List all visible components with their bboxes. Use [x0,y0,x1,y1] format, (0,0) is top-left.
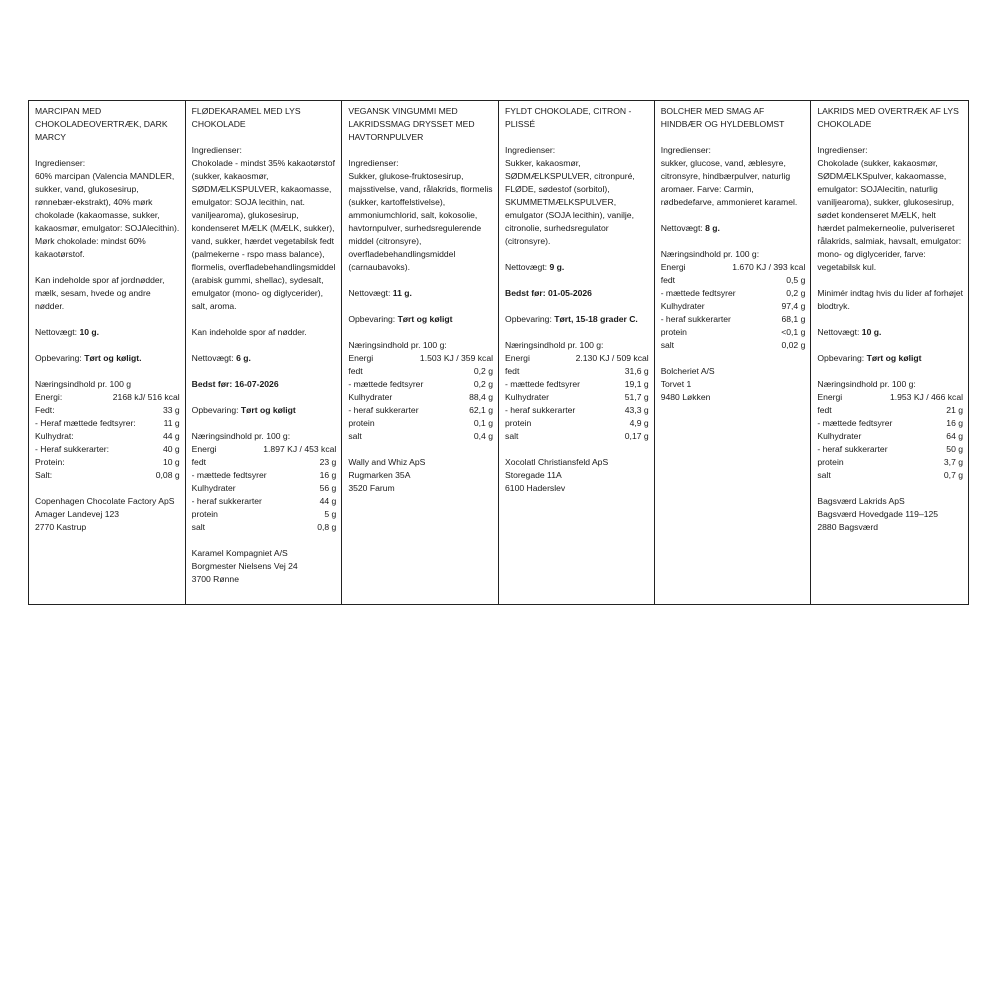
product-label-vingummi [341,101,498,604]
producer-city: 3700 Rønne [191,574,239,584]
nutrition-row: - mættede fedtsyrer 16 g [191,470,337,480]
ingredients-text: 60% marcipan (Valencia MANDLER, sukker, vand, glukosesirup, rønnebær-ekstrakt), 40% mørk chokolade (kakaomasse, sukker, kakaosmør, emulgator: SOJAlecithin). Mørk chokolade: mindst 60% kakaotørstof. [35,171,180,259]
nutrition-table [348,352,493,443]
storage: Opbevaring: Tørt og køligt [817,353,922,363]
nutrition-row: - Heraf sukkerarter: 40 g [35,444,180,454]
nutrition-row: - heraf sukkerarter 50 g [817,444,964,454]
ingredients-text: Sukker, glukose-fruktosesirup, majsstivelse, vand, rålakrids, flormelis (sukker, kartoffelstivelse), ammoniumchlorid, salt, kokosolie, havtornpulver, surhedsregulerende middel (citronsyre), overfladebehandlingsmiddel (carnaubavoks). [348,171,493,272]
nutrition-heading: Næringsindhold pr. 100 g: [505,340,604,350]
product-label-flodekaramel [185,101,342,604]
producer-name: Bolcheriet A/S [660,366,715,376]
best-before: Bedst før: 01-05-2026 [505,288,592,298]
net-weight: Nettovægt: 10 g. [817,327,882,337]
nutrition-row: fedt 0,5 g [660,275,806,285]
allergen-note: Kan indeholde spor af nødder. [191,327,307,337]
nutrition-row: Energi 1.670 KJ / 393 kcal [660,262,806,272]
ingredients-text: Chokolade (sukker, kakaosmør, SØDMÆLKSpulver, kakaomasse, emulgator: SOJAlecitin, naturlig vaniljearoma), sukker, glukosesirup, sødet kondenseret MÆLK, helt hærdet palmekerneolie, pulveriseret rålakrids, salmiak, havsalt, emulgator: mono- og diglycerider, farve: vegetabilsk kul. [817,158,962,272]
nutrition-row: - mættede fedtsyrer 0,2 g [660,288,806,298]
nutrition-row: Salt: 0,08 g [35,470,180,480]
nutrition-row: Energi 1.953 KJ / 466 kcal [817,392,964,402]
product-title: FLØDEKARAMEL MED LYS CHOKOLADE [191,106,301,129]
producer-street: Torvet 1 [660,379,692,389]
product-title: VEGANSK VINGUMMI MED LAKRIDSSMAG DRYSSET MED HAVTORNPULVER [348,106,475,142]
nutrition-row: salt 0,7 g [817,470,964,480]
nutrition-row: fedt 0,2 g [348,366,494,376]
nutrition-row: - Heraf mættede fedtsyrer: 11 g [35,418,180,428]
product-label-marcipan [29,101,185,604]
nutrition-table [35,391,180,482]
nutrition-row: salt 0,4 g [348,431,494,441]
allergen-note: Kan indeholde spor af jordnødder, mælk, sesam, hvede og andre nødder. [35,275,165,311]
producer-city: 6100 Haderslev [505,483,566,493]
nutrition-row: - heraf sukkerarter 44 g [191,496,337,506]
net-weight: Nettovægt: 6 g. [191,353,251,363]
ingredients-label: Ingredienser: [35,158,86,168]
nutrition-table [661,261,806,352]
nutrition-row: protein <0,1 g [660,327,806,337]
ingredients-label: Ingredienser: [817,145,868,155]
product-label-fyldt-chokolade [498,101,654,604]
nutrition-heading: Næringsindhold pr. 100 g: [660,249,760,259]
nutrition-row: - mættede fedtsyrer 16 g [817,418,964,428]
nutrition-row: - heraf sukkerarter 43,3 g [505,405,649,415]
producer-city: 3520 Farum [348,483,395,493]
net-weight: Nettovægt: 11 g. [348,288,412,298]
nutrition-row: salt 0,17 g [505,431,649,441]
producer-name: Xocolatl Christiansfeld ApS [505,457,609,467]
nutrition-table [817,391,963,482]
nutrition-row: Kulhydrater 64 g [817,431,964,441]
nutrition-row: Kulhydrater 97,4 g [660,301,806,311]
nutrition-row: Fedt: 33 g [35,405,180,415]
nutrition-row: Kulhydrat: 44 g [35,431,180,441]
nutrition-row: protein 4,9 g [505,418,649,428]
nutrition-row: - mættede fedtsyrer 19,1 g [505,379,649,389]
nutrition-row: protein 5 g [191,509,337,519]
nutrition-row: fedt 31,6 g [505,366,649,376]
nutrition-row: Protein: 10 g [35,457,180,467]
nutrition-table [505,352,649,443]
nutrition-row: - mættede fedtsyrer 0,2 g [348,379,494,389]
nutrition-heading: Næringsindhold pr. 100 g: [817,379,916,389]
nutrition-table [192,443,337,534]
nutrition-row: Energi 2.130 KJ / 509 kcal [505,353,649,363]
health-warning: Minimér indtag hvis du lider af forhøjet blodtryk. [817,288,964,311]
nutrition-row: fedt 23 g [191,457,337,467]
ingredients-label: Ingredienser: [660,145,711,155]
nutrition-heading: Næringsindhold pr. 100 g: [348,340,447,350]
nutrition-row: salt 0,02 g [660,340,806,350]
nutrition-row: salt 0,8 g [191,522,337,532]
producer-city: 2770 Kastrup [35,522,87,532]
nutrition-heading: Næringsindhold pr. 100 g [35,379,132,389]
producer-name: Copenhagen Chocolate Factory ApS [35,496,175,506]
producer-name: Bagsværd Lakrids ApS [817,496,905,506]
nutrition-row: fedt 21 g [817,405,964,415]
product-title: MARCIPAN MED CHOKOLADEOVERTRÆK, DARK MARCY [35,106,168,142]
ingredients-text: Chokolade - mindst 35% kakaotørstof (sukker, kakaosmør, SØDMÆLKSPULVER, kakaomasse, emulgator: SOJA lecithin, nat. vaniljearoma), glukosesirup, kondenseret MÆLK (MÆLK, sukker), vand, sukker, hærdet vegetabilsk fedt (palmekerne - rspo mass balance), flormelis, overfladebehandlingsmiddel (arabisk gummi, shellac), sydesalt, emulgator (mono- og diglycerider), salt, aroma. [191,158,336,311]
producer-street: Borgmester Nielsens Vej 24 [191,561,298,571]
nutrition-row: Energi: 2168 kJ/ 516 kcal [35,392,180,402]
nutrition-row: - heraf sukkerarter 68,1 g [660,314,806,324]
storage: Opbevaring: Tørt, 15-18 grader C. [505,314,638,324]
nutrition-row: Kulhydrater 88,4 g [348,392,494,402]
net-weight: Nettovægt: 8 g. [660,223,720,233]
nutrition-heading: Næringsindhold pr. 100 g: [191,431,291,441]
producer-name: Wally and Whiz ApS [348,457,426,467]
producer-city: 9480 Løkken [660,392,711,402]
nutrition-row: protein 0,1 g [348,418,494,428]
product-title: LAKRIDS MED OVERTRÆK AF LYS CHOKOLADE [817,106,959,129]
product-title: BOLCHER MED SMAG AF HINDBÆR OG HYLDEBLOMST [660,106,785,129]
nutrition-row: Energi 1.503 KJ / 359 kcal [348,353,494,363]
producer-city: 2880 Bagsværd [817,522,879,532]
nutrition-row: - heraf sukkerarter 62,1 g [348,405,494,415]
storage: Opbevaring: Tørt og køligt. [35,353,142,363]
product-title: FYLDT CHOKOLADE, CITRON - PLISSÉ [505,106,632,129]
ingredients-text: Sukker, kakaosmør, SØDMÆLKSPULVER, citronpuré, FLØDE, sødestof (sorbitol), SKUMMETMÆLKSPULVER, emulgator (SOJA lecithin), vanilje, citronolie, surhedsregulator (citronsyre). [505,158,635,246]
best-before: Bedst før: 16-07-2026 [191,379,279,389]
producer-street: Rugmarken 35A [348,470,411,480]
ingredients-label: Ingredienser: [348,158,399,168]
product-label-bolcher [654,101,811,604]
ingredients-label: Ingredienser: [191,145,242,155]
ingredients-text: sukker, glucose, vand, æblesyre, citronsyre, hindbærpulver, naturlig aromaer. Farve: Carmin, rødbedefarve, ammonieret karamel. [660,158,798,207]
ingredients-label: Ingredienser: [505,145,556,155]
net-weight: Nettovægt: 9 g. [505,262,565,272]
producer-street: Amager Landevej 123 [35,509,120,519]
producer-name: Karamel Kompagniet A/S [191,548,288,558]
nutrition-row: protein 3,7 g [817,457,964,467]
storage: Opbevaring: Tørt og køligt [191,405,296,415]
product-label-lakrids [810,101,968,604]
net-weight: Nettovægt: 10 g. [35,327,100,337]
label-sheet [28,100,969,605]
nutrition-row: Kulhydrater 56 g [191,483,337,493]
storage: Opbevaring: Tørt og køligt [348,314,453,324]
producer-street: Storegade 11A [505,470,562,480]
nutrition-row: Energi 1.897 KJ / 453 kcal [191,444,337,454]
producer-street: Bagsværd Hovedgade 119–125 [817,509,939,519]
nutrition-row: Kulhydrater 51,7 g [505,392,649,402]
